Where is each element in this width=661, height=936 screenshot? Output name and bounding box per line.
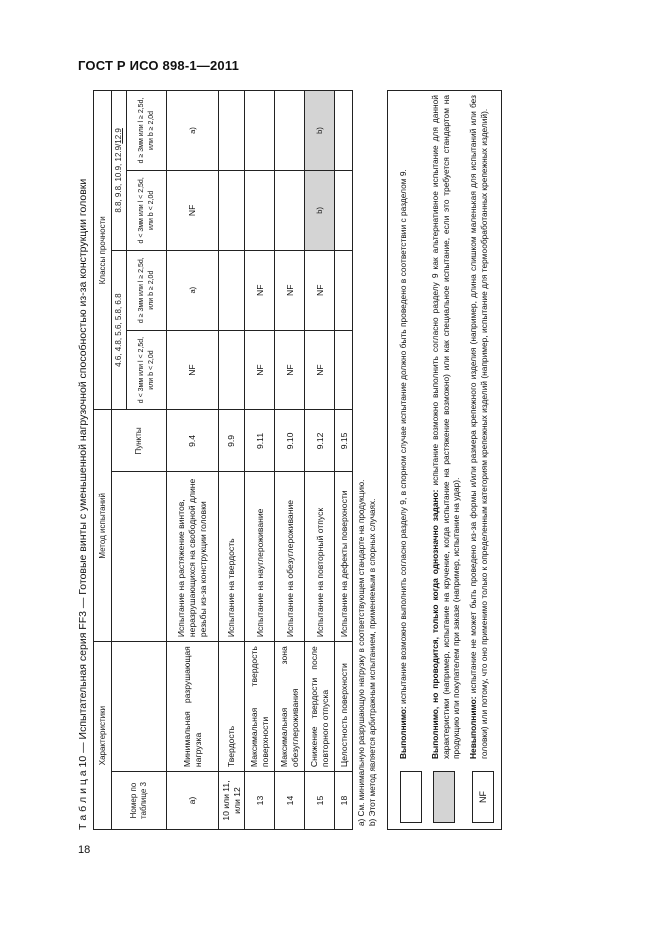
row-number: 13	[245, 772, 275, 830]
row-cell-a1: NF	[245, 330, 275, 410]
row-number: а)	[167, 772, 219, 830]
row-cell-a2: а)	[167, 250, 219, 330]
table-row	[335, 91, 353, 830]
document-header: ГОСТ Р ИСО 898-1—2011	[78, 58, 239, 73]
table-row	[219, 91, 245, 830]
row-cell-a2	[219, 250, 245, 330]
row-test-method: Испытание на дефекты поверхности	[335, 472, 353, 642]
row-clause: 9.12	[305, 410, 335, 472]
row-clause: 9.15	[335, 410, 353, 472]
footnote-a: a) См. минимальную разрушающую нагрузку в соответствующем стандарте на продукцию.	[357, 479, 366, 826]
row-cell-b1: NF	[167, 170, 219, 250]
header-sub-b1: d < 3мм или l < 2,5d, или b < 2,0d	[127, 170, 167, 250]
row-number: 15	[305, 772, 335, 830]
header-sub-b2: d ≥ 3мм или l ≥ 2,5d, или b ≥ 2,0d	[127, 91, 167, 171]
row-cell-b2-shaded: b)	[305, 91, 335, 171]
legend-text	[398, 95, 409, 759]
header-clauses: Пункты	[112, 410, 167, 472]
row-cell-b2: а)	[167, 91, 219, 171]
header-group-b-text: 8.8, 9.8, 10.9, 12.9/	[114, 143, 123, 213]
row-cell-b2	[335, 91, 353, 171]
row-cell-a2: NF	[245, 250, 275, 330]
row-test-method: Испытание на науглероживание	[245, 472, 275, 642]
row-clause: 9.9	[219, 410, 245, 472]
row-cell-b1-shaded: b)	[305, 170, 335, 250]
row-cell-b2	[275, 91, 305, 171]
header-method-blank	[112, 472, 167, 642]
row-cell-b1	[219, 170, 245, 250]
legend-term: Выполнимо, но проводится, только когда однозначно задано:	[430, 489, 440, 759]
header-sub-a1: d < 3мм или l < 2,5d, или b < 2,0d	[127, 330, 167, 410]
row-cell-b2	[245, 91, 275, 171]
table-row	[167, 91, 219, 830]
header-char-blank	[112, 642, 167, 772]
row-cell-b2	[219, 91, 245, 171]
header-number-table3: Номер по таблице 3	[112, 772, 167, 830]
row-clause: 9.4	[167, 410, 219, 472]
table-footnotes	[356, 96, 378, 826]
test-series-table	[93, 90, 353, 830]
legend-swatch-white	[400, 771, 422, 823]
legend-description: испытание не может быть проведено из-за формы и/или размера крепежного изделия (например, длина слишком маленькая для испытаний или без головки) или потому, что оно применимо только к определенным категориям крепежных изделий (например, испытание для термообработанных крепежных изделий).	[468, 95, 489, 759]
row-cell-a2	[335, 250, 353, 330]
row-cell-b1	[335, 170, 353, 250]
row-cell-a1	[219, 330, 245, 410]
row-cell-a1: NF	[167, 330, 219, 410]
header-test-method: Метод испытаний	[94, 410, 112, 642]
legend-text	[468, 95, 489, 759]
legend-description: испытание возможно выполнить согласно разделу 9, в спорном случае испытание должно быть проведено в соответствии с разделом 9.	[398, 169, 408, 707]
page-number: 18	[78, 844, 91, 856]
row-number: 10 или 11, или 12	[219, 772, 245, 830]
header-group-b-underlined: 12.9	[114, 128, 123, 144]
row-cell-a2: NF	[275, 250, 305, 330]
row-test-method: Испытание на твердость	[219, 472, 245, 642]
row-characteristic: Максимальная твердость поверхности	[245, 642, 275, 772]
legend	[387, 90, 502, 830]
row-characteristic: Минимальная разрушающая нагрузка	[167, 642, 219, 772]
legend-swatch-gray	[433, 771, 455, 823]
rotated-table-content	[77, 90, 527, 830]
table-row	[305, 91, 335, 830]
row-cell-a1	[335, 330, 353, 410]
row-number: 18	[335, 772, 353, 830]
legend-text	[430, 95, 462, 759]
header-strength-classes: Классы прочности	[94, 91, 112, 410]
row-cell-b1	[275, 170, 305, 250]
table-row	[245, 91, 275, 830]
row-characteristic: Снижение твердости после повторного отпуска	[305, 642, 335, 772]
table-caption: Т а б л и ц а 10 — Испытательная серия FF3 — Готовые винты с уменьшенной нагрузочной способностью из-за конструкции головки	[77, 178, 89, 830]
row-cell-a1: NF	[305, 330, 335, 410]
legend-description: испытание возможно выполнить согласно разделу 9 как альтернативное испытание для данной характеристики (например, испытание на кручение, когда испытание на растяжение возможно) или как специальное испытание, если это требуется стандартом на продукцию или покупателем при заказе (например, испытание на удар).	[430, 95, 461, 759]
header-characteristics: Характеристики	[94, 642, 112, 830]
row-cell-a1: NF	[275, 330, 305, 410]
row-characteristic: Максимальная зона обезуглероживания	[275, 642, 305, 772]
legend-swatch-nf: NF	[472, 771, 494, 823]
row-cell-a2: NF	[305, 250, 335, 330]
row-test-method: Испытание на повторный отпуск	[305, 472, 335, 642]
header-group-a: 4.6, 4.8, 5.6, 5.8, 6.8	[112, 250, 127, 410]
row-number: 14	[275, 772, 305, 830]
header-sub-a2: d ≥ 3мм или l ≥ 2,5d, или b ≥ 2,0d	[127, 250, 167, 330]
header-group-b	[112, 91, 127, 251]
row-characteristic: Целостность поверхности	[335, 642, 353, 772]
row-characteristic: Твердость	[219, 642, 245, 772]
row-test-method: Испытание на растяжение винтов, неразрушающихся на свободной длине резьбы из-за конструкции головки	[167, 472, 219, 642]
row-clause: 9.10	[275, 410, 305, 472]
table-row	[275, 91, 305, 830]
footnote-b: b) Этот метод является арбитражным испытанием, применяемым в спорных случаях.	[368, 498, 377, 826]
legend-term: Невыполнимо:	[468, 696, 478, 759]
legend-term: Выполнимо:	[398, 706, 408, 759]
row-cell-b1	[245, 170, 275, 250]
row-clause: 9.11	[245, 410, 275, 472]
row-test-method: Испытание на обезуглероживание	[275, 472, 305, 642]
